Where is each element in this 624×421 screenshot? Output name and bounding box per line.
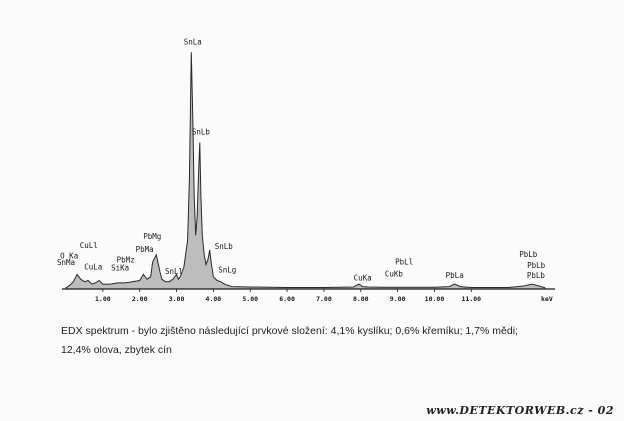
x-axis-unit-label: keV (541, 295, 553, 303)
x-tick-label: 10.00 (424, 295, 445, 303)
peak-label: SnLl (164, 267, 184, 277)
peak-label: SnLb (191, 127, 210, 137)
peak-labels (57, 37, 546, 282)
caption-line-2: 12,4% olova, zbytek cín (61, 344, 172, 356)
watermark: www.DETEKTORWEB.cz - 02 (426, 404, 614, 417)
caption-line-1: EDX spektrum - bylo zjištěno následující prvkové složení: 4,1% kyslíku; 0,6% křemíku; 1,7% mědi; (61, 325, 518, 337)
peak-label: CuLa (84, 262, 103, 272)
peak-label: CuLl (79, 240, 98, 250)
peak-label: PbMz (116, 255, 135, 265)
peak-label: PbLb (527, 261, 546, 271)
peak-label: SnLg (218, 265, 237, 275)
x-tick-label: 7.00 (316, 295, 332, 303)
peak-label: SnMa (56, 258, 76, 268)
peak-label: PbMg (143, 231, 162, 241)
x-tick-label: 8.00 (352, 295, 369, 303)
peak-label: SiKa (111, 263, 130, 273)
x-tick-label: 3.00 (168, 295, 185, 303)
peak-label: SnLa (183, 37, 202, 47)
x-tick-label: 2.00 (131, 295, 148, 303)
peak-label: PbLb (519, 250, 538, 260)
peak-label: SnLb (214, 242, 233, 251)
x-axis-ticks (95, 289, 553, 303)
x-tick-label: 5.00 (242, 295, 259, 303)
peak-label: PbLb (526, 271, 545, 281)
caption (61, 322, 581, 360)
x-tick-label: 6.00 (279, 295, 295, 303)
peak-label: PbLl (395, 257, 414, 267)
peak-label: PbMa (135, 245, 154, 255)
x-tick-label: 1.00 (95, 295, 111, 303)
x-tick-label: 4.00 (205, 295, 222, 303)
x-tick-label: 11.00 (461, 295, 482, 303)
peak-label: PbLa (445, 271, 464, 281)
peak-label: CuKa (353, 273, 372, 283)
peak-label: CuKb (384, 269, 403, 279)
x-tick-label: 9.00 (389, 295, 406, 303)
peak-label: O Ka (60, 251, 79, 261)
